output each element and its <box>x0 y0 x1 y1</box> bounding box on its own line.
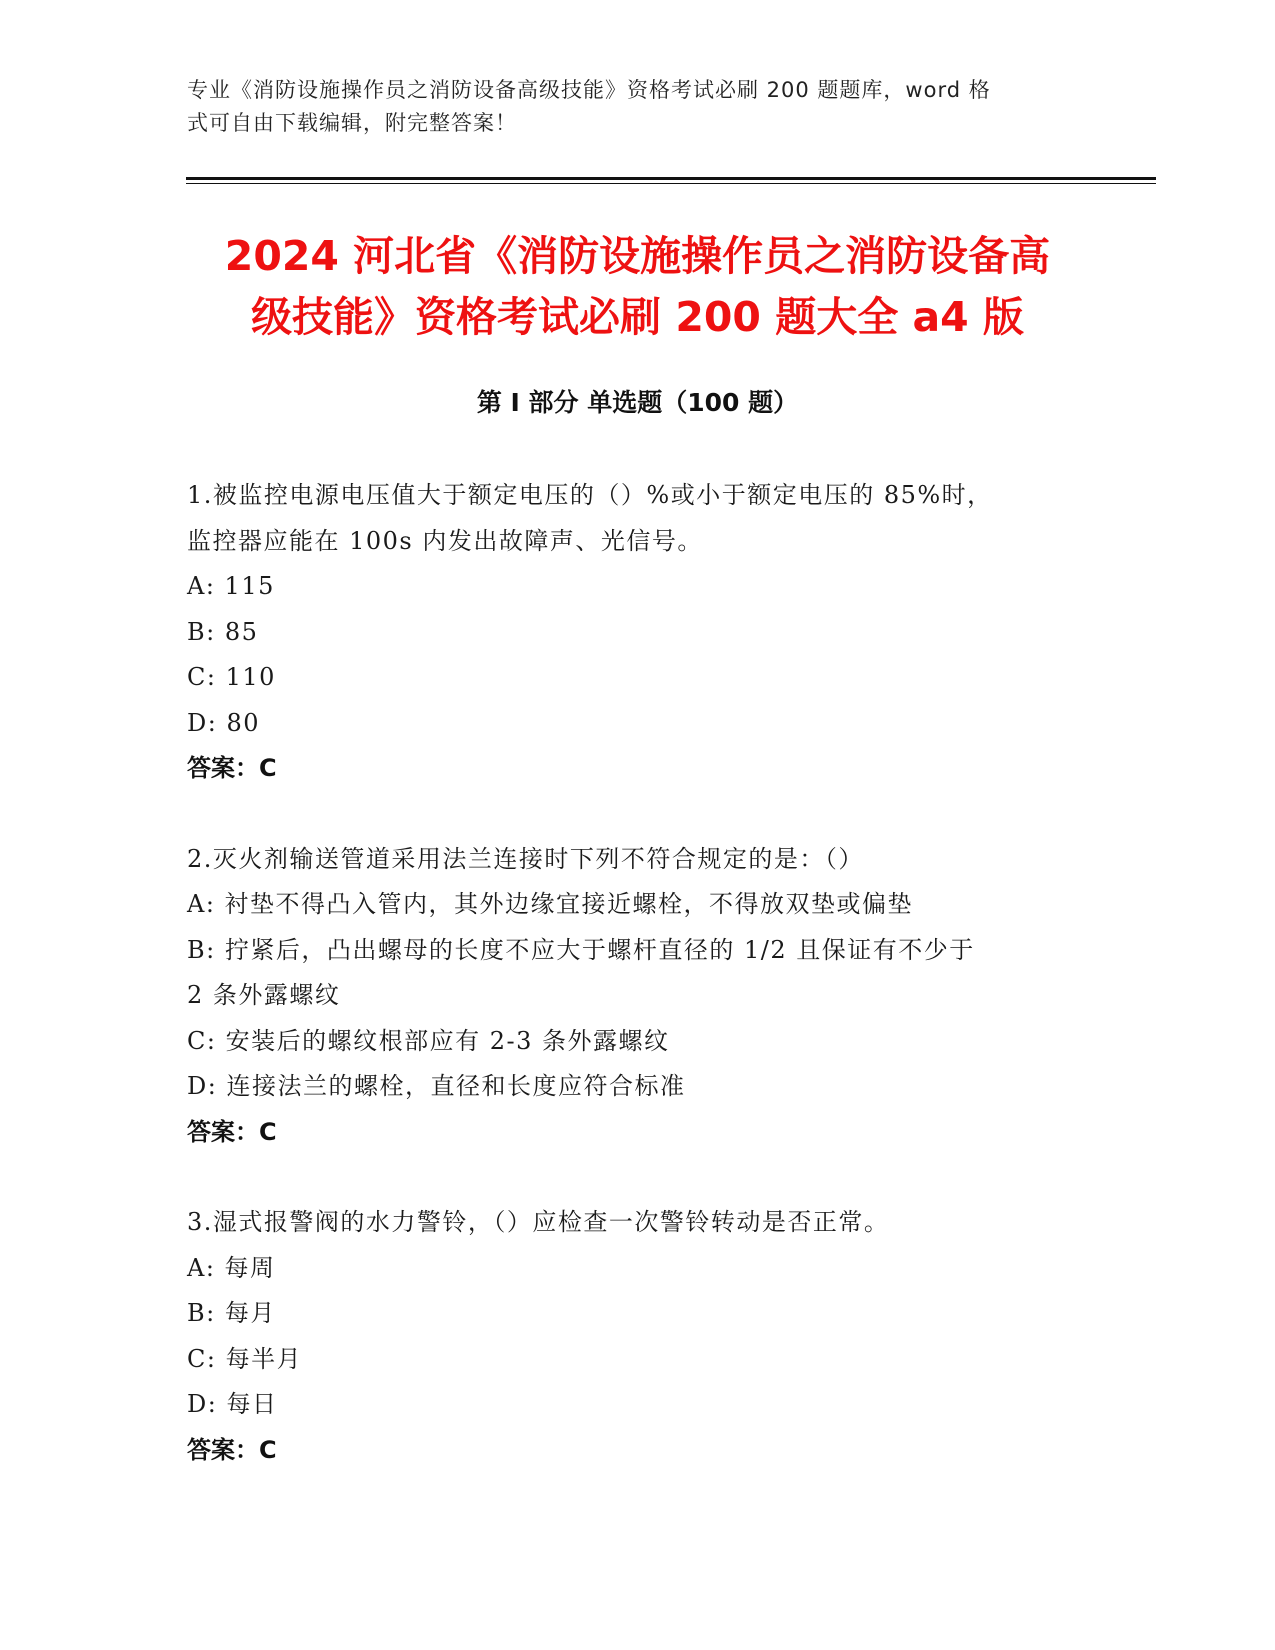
question-list <box>187 473 1087 1518</box>
option-d: D: 连接法兰的螺栓，直径和长度应符合标准 <box>187 1072 686 1100</box>
question-stem-line: 2.灭火剂输送管道采用法兰连接时下列不符合规定的是：（） <box>187 844 864 873</box>
document-title <box>150 226 1125 348</box>
header-divider-thick <box>186 177 1156 180</box>
option-b: B: 拧紧后，凸出螺母的长度不应大于螺杆直径的 1/2 且保证有不少于 <box>187 935 975 964</box>
document-title-line-1: 2024 河北省《消防设施操作员之消防设备高 <box>224 232 1051 280</box>
option-c: C: 安装后的螺纹根部应有 2-3 条外露螺纹 <box>187 1026 670 1055</box>
header-note <box>187 74 1087 140</box>
option-b: B: 85 <box>187 617 259 646</box>
question-2 <box>187 837 1087 1156</box>
option-a: A: 115 <box>187 572 275 600</box>
question-3 <box>187 1200 1087 1473</box>
answer: 答案：C <box>187 1117 277 1146</box>
option-c: C: 110 <box>187 663 276 691</box>
option-a: A: 衬垫不得凸入管内，其外边缘宜接近螺栓，不得放双垫或偏垫 <box>187 890 914 918</box>
option-d: D: 80 <box>187 708 260 737</box>
question-stem-line: 监控器应能在 100s 内发出故障声、光信号。 <box>187 526 703 555</box>
question-stem-line: 1.被监控电源电压值大于额定电压的（）%或小于额定电压的 85%时， <box>187 481 993 509</box>
answer: 答案：C <box>187 1435 277 1464</box>
header-divider-thin <box>186 183 1156 184</box>
option-c: C: 每半月 <box>187 1344 303 1373</box>
option-b: B: 每月 <box>187 1299 276 1327</box>
header-note-line-1: 专业《消防设施操作员之消防设备高级技能》资格考试必刷 200 题题库，word 格 <box>187 78 991 102</box>
header-note-line-2: 式可自由下载编辑，附完整答案！ <box>187 111 517 135</box>
option-d: D: 每日 <box>187 1390 278 1418</box>
option-b-continued: 2 条外露螺纹 <box>187 981 341 1009</box>
document-title-line-2: 级技能》资格考试必刷 200 题大全 a4 版 <box>251 293 1024 341</box>
option-a: A: 每周 <box>187 1253 276 1282</box>
question-1 <box>187 473 1087 792</box>
question-stem-line: 3.湿式报警阀的水力警铃，（）应检查一次警铃转动是否正常。 <box>187 1208 890 1236</box>
section-title: 第 I 部分 单选题（100 题） <box>476 388 799 417</box>
answer: 答案：C <box>187 754 277 782</box>
